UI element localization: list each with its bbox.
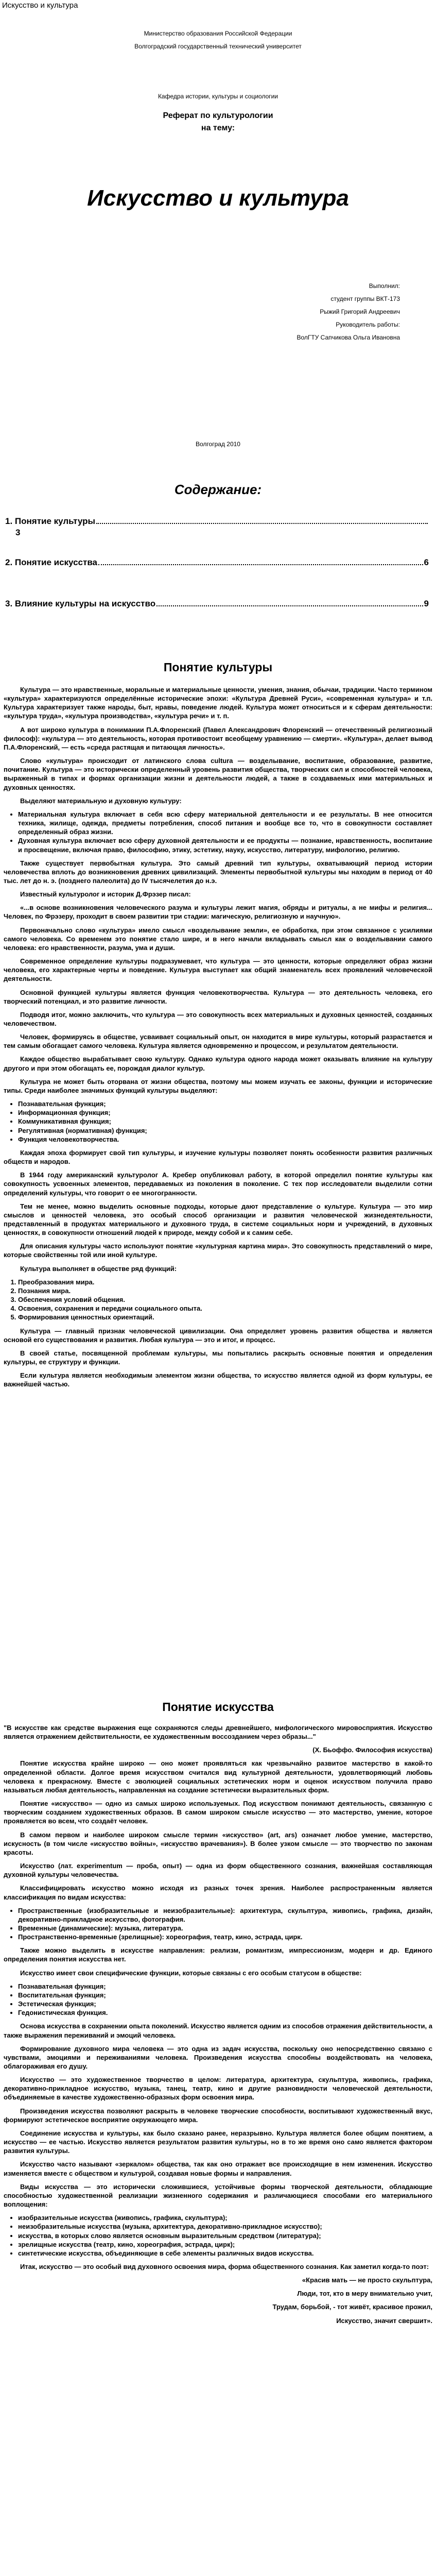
list-item: • Эстетическая функция; xyxy=(18,1999,432,2008)
paragraph: Для описания культуры часто используют понятие «культурная картина мира». Это совокупность представлений о мире, которые свойственны той или иной культуре. xyxy=(4,1242,432,1259)
toc-item-page: 6 xyxy=(424,557,429,567)
paragraph: Понятие искусства крайне широко — оно может проявляться как чрезвычайно развитое мастерство в какой-то определенной области. Долгое время искусством считался вид культурной деятельности, удовлетворяющий любовь человека к прекрасному. Вместе с эволюцией социальных эстетических норм и оценок искусством получила право называться любая деятельность, направленная на создание эстетически выразительных форм. xyxy=(4,1759,432,1794)
paragraph: Классифицировать искусство можно исходя из разных точек зрения. Наиболее распространенным является классификация по видам искусства: xyxy=(4,1884,432,1901)
list-item: • Коммуникативная функция; xyxy=(18,1117,432,1126)
paragraph: Произведения искусства позволяют раскрыть в человеке творческие способности, воспитывают художественный вкус, формируют эстетическое восприятие окружающего мира. xyxy=(4,2107,432,2124)
university-line: Волгоградский государственный технический университет xyxy=(134,43,302,50)
paragraph: Основа искусства в сохранении опыта поколений. Искусство является одним из способов отражения действительности, а также выражения переживаний и эмоций человека. xyxy=(4,2022,432,2039)
epigraph: "В искусстве как средстве выражения еще сохраняются следы древнейшего, мифологического мировосприятия. Искусство является отражением действительности, ее художественным воссозданием через образы..." xyxy=(4,1724,432,1741)
toc-item[interactable] xyxy=(5,516,429,527)
paragraph: Каждая эпоха формирует свой тип культуры, и изучение культуры позволяет понять особенности развития различных обществ и народов. xyxy=(4,1148,432,1166)
paragraph: Человек, формируясь в обществе, усваивает социальный опыт, он находится в мире культуры, который разрастается и тем самым обогащает самого человека. Культура является одновременно и процессом, и результатом деятельности. xyxy=(4,1033,432,1050)
supervisor-name: ВолГТУ Сапчикова Ольга Ивановна xyxy=(297,334,400,341)
bullet-list xyxy=(4,2213,432,2258)
student-group: студент группы ВКТ-173 xyxy=(330,295,400,302)
paragraph: Выделяют материальную и духовную культуру: xyxy=(20,796,182,805)
list-item: • Временные (динамические): музыка, литература. xyxy=(18,1924,432,1933)
paragraph: Формирование духовного мира человека — это одна из задач искусства, поскольку оно непосредственно связано с чувствами, эмоциями и переживаниями человека. Произведения искусства способны воздействовать на человека, облагораживая его душу. xyxy=(4,2044,432,2070)
toc-heading: Содержание: xyxy=(174,482,262,497)
paragraph: Если культура является необходимым элементом жизни общества, то искусство является одной из форм культуры, ее важнейшей частью. xyxy=(4,1371,432,1388)
bullet-list xyxy=(4,1906,432,1942)
supervisor-label: Руководитель работы: xyxy=(336,321,400,328)
paragraph: Итак, искусство — это особый вид духовного освоения мира, форма общественного сознания. Как заметил когда-то поэт: xyxy=(20,2262,429,2270)
paragraph: Искусство — это художественное творчество в целом: литература, архитектура, скульптура, живопись, графика, декоративно-прикладное искусство, музыка, танец, театр, кино и другие разновидности человеческой деятельности, объединяемые в качестве художественно-образных форм освоения мира. xyxy=(4,2076,432,2102)
section-heading-culture: Понятие культуры xyxy=(163,660,273,674)
paragraph: Известный культуролог и историк Д.Фрэзер писал: xyxy=(20,890,191,899)
ministry-line: Министерство образования Российской Федерации xyxy=(144,30,292,37)
paragraph: Культура выполняет в обществе ряд функций: xyxy=(20,1264,177,1273)
list-item: • Пространственные (изобразительные и неизобразительные): архитектура, скульптура, живопись, графика, дизайн, декоративно-прикладное искусство, фотография. xyxy=(18,1906,432,1924)
list-item: 4. Освоения, сохранения и передачи социального опыта. xyxy=(18,1304,432,1313)
bullet-list xyxy=(4,810,432,854)
main-title: Искусство и культура xyxy=(87,185,349,211)
paragraph: Тем не менее, можно выделить основные подходы, которые дают представление о культуре. Культура — это мир смыслов и ценностей человека, это особый способ организации и развития человеческой жизнедеятельности, представленный в продуктах материального и духовного труда, в системе социальных норм и учреждений, в духовных ценностях, в совокупности отношений людей к природе, между собой и к самим себе. xyxy=(4,1202,432,1237)
list-item: • искусства, в которых слово является основным выразительным средством (литература); xyxy=(18,2231,432,2240)
toc-item[interactable] xyxy=(5,599,429,609)
list-item: • синтетические искусства, объединяющие в себе элементы различных видов искусства. xyxy=(18,2249,432,2258)
list-item: • изобразительные искусства (живопись, графика, скульптура); xyxy=(18,2213,432,2222)
paragraph: В своей статье, посвященной проблемам культуры, мы попытались раскрыть основные понятия и определения культуры, ее структуру и функции. xyxy=(4,1349,432,1366)
paragraph: В 1944 году американский культуролог А. Кребер опубликовал работу, в которой определил понятие культуры как совокупность усвоенных элементов, передаваемых из поколения в поколение. С тех пор исследователи выделили сотни определений культуры, что говорит о ее многогранности. xyxy=(4,1171,432,1197)
bullet-list xyxy=(4,1099,432,1144)
list-item: • Функция человекотворчества. xyxy=(18,1135,432,1144)
performed-label: Выполнил: xyxy=(369,282,400,290)
section-body-art xyxy=(4,1723,432,2330)
list-item: • Гедонистическая функция. xyxy=(18,2008,432,2017)
paragraph: Каждое общество вырабатывает свою культуру. Однако культура одного народа может оказывать влияние на культуру другого и при этом обогащать ее, порождая диалог культур. xyxy=(4,1055,432,1072)
epigraph-author: (Х. Бьоффо. Философия искусства) xyxy=(312,1746,432,1754)
list-item: • Информационная функция; xyxy=(18,1108,432,1117)
paragraph: Основной функцией культуры является функция человекотворчества. Культура — это деятельность человека, его творческий потенциал, и это развитие личности. xyxy=(4,988,432,1005)
paragraph: Искусство часто называют «зеркалом» общества, так как оно отражает все происходящие в нем изменения. Искусство изменяется вместе с обществом и культурой, создавая новые формы и направления. xyxy=(4,2160,432,2177)
toc-leader-dots xyxy=(98,557,423,565)
toc-leader-dots xyxy=(96,516,428,524)
toc-item-page: 3 xyxy=(15,528,21,537)
toc-item-label: 3. Влияние культуры на искусство xyxy=(5,599,156,608)
poem-line: «Красив мать — не просто скульптура, xyxy=(302,2276,432,2284)
toc-item-label: 1. Понятие культуры xyxy=(5,516,96,526)
list-item: • Познавательная функция; xyxy=(18,1982,432,1991)
document-title: Искусство и культура xyxy=(2,1,78,10)
list-item: 3. Обеспечения условий общения. xyxy=(18,1295,432,1304)
list-item: • неизобразительные искусства (музыка, архитектура, декоративно-прикладное искусство); xyxy=(18,2222,432,2231)
paragraph: «...в основе возникновения человеческого разума и культуры лежит магия, обряды и ритуалы, а не мифы и религия... Человек, по Фрэзеру, проходит в своем развитии три стадии: магическую, религиозную и научную». xyxy=(4,904,432,921)
list-item: • Пространственно-временные (зрелищные): хореография, театр, кино, эстрада, цирк. xyxy=(18,1933,432,1941)
toc-item-page: 9 xyxy=(424,599,429,608)
toc-leader-dots xyxy=(156,599,423,606)
list-item: 5. Формирования ценностных ориентаций. xyxy=(18,1313,432,1321)
list-item: • Материальная культура включает в себя всю сферу материальной деятельности и ее результаты. В нее относится техника, жилище, одежда, предметы потребления, способ питания и вообще все то, что в совокупности составляет определенный образ жизни. xyxy=(18,810,432,836)
list-item: • Духовная культура включает всю сферу духовной деятельности и ее продукты — познание, нравственность, воспитание и просвещение, включая право, философию, этику, эстетику, науку, искусство, литературу, мифологию, религию. xyxy=(18,836,432,854)
student-name: Рыжий Григорий Андреевич xyxy=(320,308,400,315)
list-item: 1. Преобразования мира. xyxy=(18,1278,432,1286)
paragraph: Искусство (лат. experimentum — проба, опыт) — одна из форм общественного сознания, важнейшая составляющая духовной культуры человечества. xyxy=(4,1862,432,1879)
bullet-list xyxy=(4,1982,432,2018)
paragraph: Соединение искусства и культуры, как было сказано ранее, неразрывно. Культура является более общим понятием, а искусство — ее частью. Искусство является результатом развития культуры, но в то же время оно само является фактором развития культуры. xyxy=(4,2129,432,2155)
paragraph: В самом первом и наиболее широком смысле термин «искусство» (art, ars) означает любое умение, мастерство, искусность (в том числе «искусство войны», «искусство врачевания»). В более узком смысле — это творчество по законам красоты. xyxy=(4,1831,432,1856)
paragraph: Понятие «искусство» — одно из самых широко используемых. Под искусством понимают деятельность, связанную с творческим созданием художественных образов. В самом широком смысле искусство — это мастерство, умение, которое проявляется во всем, что создаёт человек. xyxy=(4,1800,432,1825)
abstract-genre-line: Реферат по культурологии xyxy=(163,111,273,120)
paragraph: Культура — главный признак человеческой цивилизации. Она определяет уровень развития общества и является основой его существования и развития. Любая культура — это и итог, и процесс. xyxy=(4,1327,432,1344)
list-item: • Регулятивная (нормативная) функция; xyxy=(18,1126,432,1135)
list-item: 2. Познания мира. xyxy=(18,1286,432,1295)
section-heading-art: Понятие искусства xyxy=(162,1700,274,1714)
poem-line: Трудам, борьбой, - тот живёт, красивое прожил, xyxy=(272,2303,432,2311)
paragraph: Подводя итог, можно заключить, что культура — это совокупность всех материальных и духовных ценностей, созданных человечеством. xyxy=(4,1010,432,1027)
paragraph: Культура — это нравственные, моральные и материальные ценности, умения, знания, обычаи, традиции. Часто термином «культура» характеризуются определённые исторические эпохи: «Культура Древней Руси», «современная культура» и т.п. Культура характеризует также народы, быт, нравы, поведение людей. Культура может относиться и к сферам деятельности: «культура труда», «культура производства», «культура речи» и т. п. xyxy=(4,686,432,720)
department-line: Кафедра истории, культуры и социологии xyxy=(158,93,278,100)
poem-line: Люди, тот, кто в меру внимательно учит, xyxy=(297,2290,432,2298)
paragraph: Современное определение культуры подразумевает, что культура — это ценности, которые определяют образ жизни человека, его характерные черты и поведение. Культура выступает как общий знаменатель всех проявлений человеческой деятельности. xyxy=(4,957,432,983)
paragraph: Также существует первобытная культура. Это самый древний тип культуры, охватывающий период истории человечества вплоть до возникновения древних цивилизаций. Элементы первобытной культуры мы находим в период от 40 тыс. лет до н. э. (позднего палеолита) до IV тысячелетия до н.э. xyxy=(4,859,432,885)
paragraph: Искусство имеет свои специфические функции, которые связаны с его особым статусом в обществе: xyxy=(20,1969,362,1977)
numbered-list xyxy=(4,1278,432,1322)
list-item: • Воспитательная функция; xyxy=(18,1991,432,1999)
poem-line: Искусство, значит свершит». xyxy=(336,2316,432,2325)
city-year: Волгоград 2010 xyxy=(196,440,240,448)
list-item: • зрелищные искусства (театр, кино, хореография, эстрада, цирк); xyxy=(18,2240,432,2249)
toc-item-label: 2. Понятие искусства xyxy=(5,557,98,567)
paragraph: Также можно выделить в искусстве направления: реализм, романтизм, импрессионизм, модерн и др. Единого определения понятия искусства нет. xyxy=(4,1946,432,1963)
abstract-topic-label: на тему: xyxy=(201,124,235,132)
paragraph: Слово «культура» происходит от латинского слова cultura — возделывание, воспитание, образование, развитие, почитание. Культура — это исторически определенный уровень развития общества, творческих сил и способностей человека, выраженный в типах и формах организации жизни и деятельности людей, а также в создаваемых ими материальных и духовных ценностях. xyxy=(4,757,432,791)
section-body-culture xyxy=(4,685,432,1393)
paragraph: Виды искусства — это исторически сложившиеся, устойчивые формы творческой деятельности, обладающие способностью художественной реализации жизненного содержания и различающиеся способами его материального воплощения: xyxy=(4,2182,432,2209)
paragraph: Первоначально слово «культура» имело смысл «возделывание земли», ее обработка, при этом связанное с усилиями самого человека. Со временем это понятие стало шире, и в него начали вкладывать смысл как о возделывании самого человека: его нравственности, разума, ума и души. xyxy=(4,926,432,952)
paragraph: А вот широко культура в понимании П.А.Флоренский (Павел Александрович Флоренский — отечественный религиозный философ): «культура — это деятельность, которая противостоит всеобщему уравнению — смерти». «Культура», делает вывод П.А.Флоренский, — есть «среда растящая и питающая личность». xyxy=(4,725,432,751)
toc-item[interactable] xyxy=(5,557,429,568)
list-item: • Познавательная функция; xyxy=(18,1099,432,1108)
paragraph: Культура не может быть оторвана от жизни общества, поэтому мы можем изучать ее законы, функции и исторические типы. Среди наиболее значимых функций культуры выделяют: xyxy=(4,1077,432,1094)
